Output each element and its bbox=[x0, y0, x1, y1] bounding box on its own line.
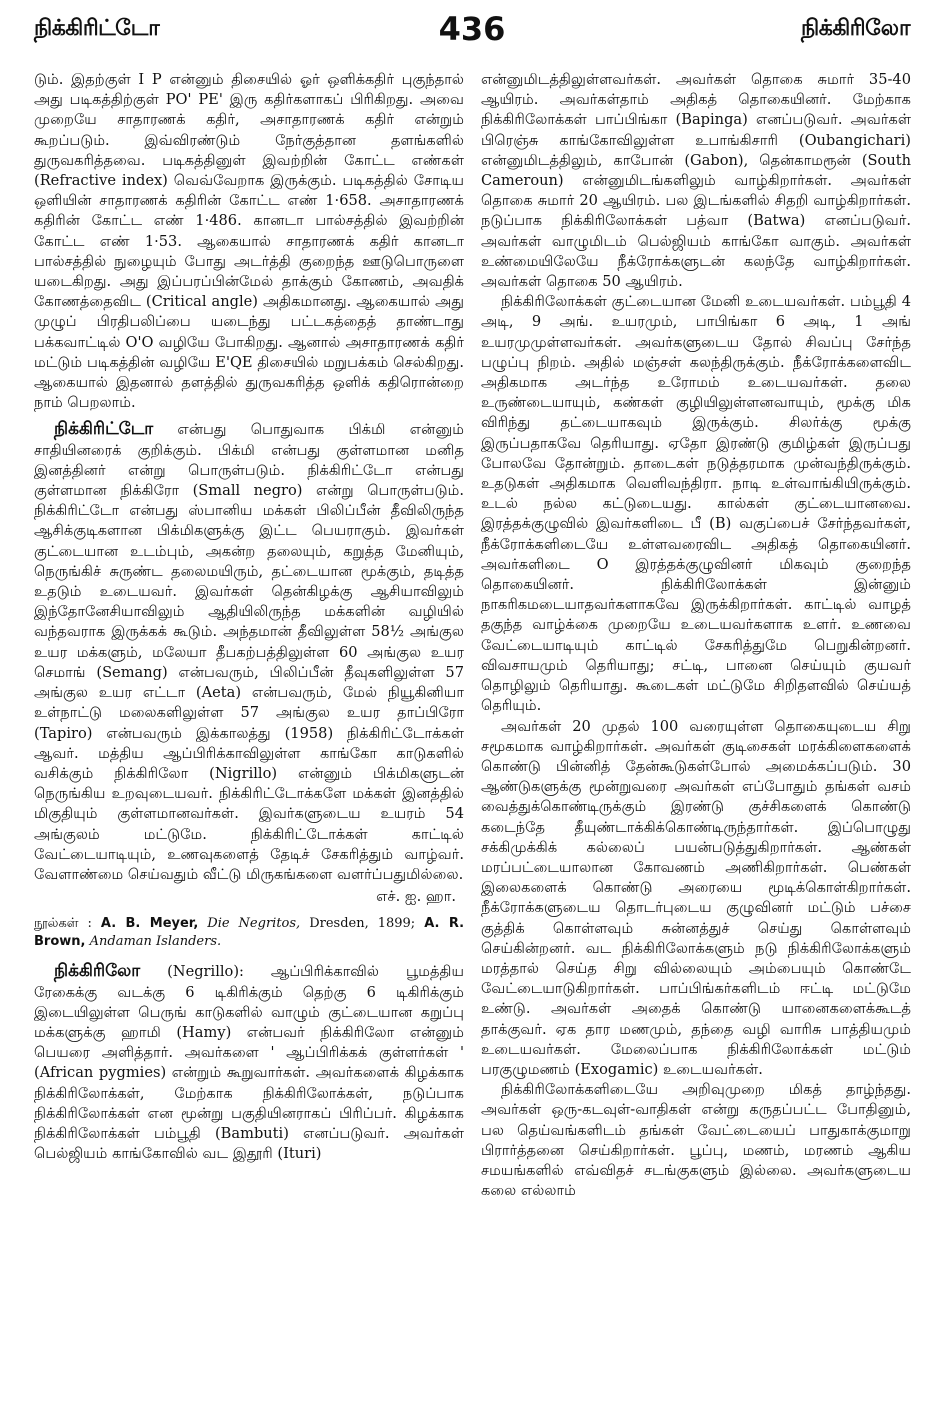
references-label: நூல்கள் : bbox=[34, 916, 92, 932]
negrillo-paragraph-2: நிக்கிரிலோக்கள் குட்டையான மேனி உடையவர்கள். பம்பூதி 4 அடி, 9 அங். உயரமும், பாபிங்கா 6 அடி, 1 அங் உயரமுமுள்ளவர்கள். அவர்களுடைய தோல் சிவப்பு சேர்ந்த பழுப்பு நிறம். அதில் மஞ்சள் கலந்திருக்கும். நீக்ரோக்களைவிட அதிகமாக அடர்ந்த உரோமம் உடையவர்கள். தலை உருண்டையாயும், கண்கள் குழியிலுள்ளனவாயும், மூக்கு மிக விரிந்து தட்டையாகவும் இருக்கும். சிலர்க்கு மூக்கு இருப்பதாகவே தெரியாது. ஏதோ இரண்டு குமிழ்கள் இருப்பது போலவே தோன்றும். தாடைகள் நடுத்தரமாக முன்வந்திருக்கும். உதடுகள் அதிகமாக வெளிவந்திரா. நாடி உள்வாங்கியிருக்கும். உடல் நல்ல கட்டுடையது. கால்கள் குட்டையானவை. இரத்தக்குழுவில் இவர்களிடை பீ (B) வகுப்பைச் சேர்ந்தவர்கள், நீக்ரோக்களிடையே உள்ளவரைவிட அதிகத் தொகையினர். அவர்களிடை O இரத்தக்குழுவினர் மிகவும் குறைந்த தொகையினர். நிக்கிரிலோக்கள் இன்னும் நாகரிகமடையாதவர்களாகவே இருக்கிறார்கள். காட்டில் வாழத் தகுந்த வாழ்க்கை முறையே உடையவர்களாக உளர். உணவை வேட்டையாடியும் காட்டில் சேகரித்துமே பெறுகின்றனர். விவசாயமும் தெரியாது; சட்டி, பானை செய்யும் குயவர் தொழிலும் தெரியாது. கூடைகள் மட்டுமே சிறிதளவில் செய்யத் தெரியும். bbox=[481, 293, 911, 715]
ref2-title: Andaman Islanders. bbox=[89, 934, 222, 950]
ref1-rest: Dresden, 1899; bbox=[300, 916, 416, 932]
ref1-author: A. B. Meyer, bbox=[100, 916, 199, 932]
entry-author-initials: எச். ஐ. ஹா. bbox=[376, 888, 456, 906]
ref2-author: A. R. Brown, bbox=[34, 916, 464, 950]
running-head-right: நிக்கிரிலோ bbox=[800, 16, 910, 41]
entry-negrillo bbox=[34, 961, 464, 1164]
entry-heading-negrillo: நிக்கிரிலோ bbox=[54, 961, 141, 982]
crystal-paragraph: டும். இதற்குள் I P என்னும் திசையில் ஓர் ஒளிக்கதிர் புகுந்தால் அது படிகத்திற்குள் PO' PE' இரு கதிர்களாகப் பிரிகிறது. அவை முறையே சாதாரணக் கதிர், அசாதாரணக் கதிர் என்றும் கூறப்படும். இவ்விரண்டும் நேர்குத்தான தளங்களில் துருவகரித்தவை. படிகத்தினுள் இவற்றின் கோட்ட எண்கள் (Refractive index) வெவ்வேறாக இருக்கும். படிகத்தில் சோடிய ஒளியின் சாதாரணக் கதிரின் கோட்ட எண் 1·658. அசாதாரணக் கதிரின் கோட்ட எண் 1·486. கானடா பால்சத்தில் இவற்றின் கோட்ட எண் 1·53. ஆகையால் சாதாரணக் கதிர் கானடா பால்சத்தில் நுழையும் போது அடர்த்தி குறைந்த ஊடுபொருளை யடைகிறது. அது இப்பரப்பின்மேல் தாக்கும் கோணம், அவதிக் கோணத்தைவிட (Critical angle) அதிகமானது. ஆகையால் அது முழுப் பிரதிபலிப்பை யடைந்து பட்டகத்தைத் தாண்டாது பக்கவாட்டில் O'O வழியே போகிறது. ஆனால் அசாதாரணக் கதிர் மட்டும் படிகத்தின் வழியே E'QE திசையில் மறுபக்கம் செல்கிறது. ஆகையால் இதனால் தளத்தில் துருவகரித்த ஒளிக் கதிரொன்றை நாம் பெறலாம். bbox=[34, 71, 464, 412]
running-head-left: நிக்கிரிட்டோ bbox=[34, 16, 160, 41]
negrillo-paragraph-4: நிக்கிரிலோக்களிடையே அறிவுமுறை மிகத் தாழ்ந்தது. அவர்கள் ஒரு-கடவுள்-வாதிகள் என்று கருதப்பட்ட போதினும், பல தெய்வங்களிடம் தங்கள் வேட்டையைப் பாதுகாக்குமாறு பிரார்த்தனை செய்கிறார்கள். பூப்பு, மணம், மரணம் ஆகிய சமயங்களில் எவ்விதச் சடங்குகளும் இல்லை. அவர்களுடைய கலை எல்லாம் bbox=[481, 1081, 911, 1200]
entry-heading-negrito: நிக்கிரிட்டோ bbox=[54, 419, 154, 440]
entry-negrito bbox=[34, 419, 464, 885]
right-column bbox=[481, 70, 911, 1415]
left-column bbox=[34, 70, 464, 1415]
entry-body-negrito: என்பது பொதுவாக பிக்மி என்னும் சாதியினரைக் குறிக்கும். பிக்மி என்பது குள்ளமான மனித இனத்தினர் என்று பொருள்படும். நிக்கிரிட்டோ என்பது குள்ளமான நிக்கிரோ (Small negro) என்று பொருள்படும். நிக்கிரிட்டோ என்பது ஸ்பானிய மக்கள் பிலிப்பீன் தீவிலிருந்த ஆசிக்குடிகளான பிக்மிகளுக்கு இட்ட பெயராகும். இவர்கள் குட்டையான உடம்பும், அகன்ற தலையும், கறுத்த மேனியும், நெருங்கிச் சுருண்ட தலைமயிரும், தட்டையான மூக்கும், தடித்த உதடும் உடையவர். இவர்கள் தென்கிழக்கு ஆசியாவிலும் இந்தோனேசியாவிலும் ஆதியிலிருந்த மக்களின் வழியில் வந்தவராக இருக்கக் கூடும். அந்தமான் தீவிலுள்ள 58½ அங்குல உயர மக்களும், மலேயா தீபகற்பத்திலுள்ள 60 அங்குல உயர செமாங் (Semang) என்பவரும், பிலிப்பீன் தீவுகளிலுள்ள 57 அங்குல உயர எட்டா (Aeta) என்பவரும், மேல் நியூகினியா உள்நாட்டு மலைகளிலுள்ள 57 அங்குல உயர தாப்பிரோ (Tapiro) என்பவரும் இக்காலத்து (1958) நிக்கிரிட்டோக்கள் ஆவர். மத்திய ஆப்பிரிக்காவிலுள்ள காங்கோ காடுகளில் வசிக்கும் நிக்கிரிலோ (Nigrillo) என்னும் பிக்மிகளுடன் நெருங்கிய உறவுடையவர். நிக்கிரிட்டோக்களே மக்கள் இனத்தில் மிகுதியும் குள்ளமானவர்கள். இவர்களுடைய உயரம் 54 அங்குலம் மட்டுமே. நிக்கிரிட்டோக்கள் காட்டில் வேட்டையாடியும், உணவுகளைத் தேடிச் சேகரித்தும் வாழ்வர். வேளாண்மை செய்வதும் வீட்டு மிருகங்களை வளர்ப்பதுமில்லை. bbox=[34, 421, 464, 883]
negrillo-paragraph-1: என்னுமிடத்திலுள்ளவர்கள். அவர்கள் தொகை சுமார் 35-40 ஆயிரம். அவர்கள்தாம் அதிகத் தொகையினர். மேற்காக நிக்கிரிலோக்கள் பாப்பிங்கா (Bapinga) எனப்படுவர். அவர்கள் பிரெஞ்சு காங்கோவிலுள்ள உபாங்கிசாரி (Oubangichari) என்னுமிடத்திலும், காபோன் (Gabon), தென்காமரூன் (South Cameroun) என்னுமிடங்களிலும் வாழ்கிறார்கள். அவர்கள் தொகை சுமார் 20 ஆயிரம். பல இடங்களில் சிதறி வாழ்கிறார்கள். நடுப்பாக நிக்கிரிலோக்கள் பத்வா (Batwa) எனப்படுவர். அவர்கள் வாழுமிடம் பெல்ஜியம் காங்கோ வாகும். அவர்கள் உண்மையிலேயே நீக்ரோக்களுடன் கலந்தே வாழ்கிறார்கள். அவர்கள் தொகை 50 ஆயிரம். bbox=[481, 71, 911, 291]
references bbox=[34, 915, 464, 951]
page-number: 436 bbox=[438, 10, 506, 48]
page-header bbox=[34, 10, 910, 62]
negrillo-paragraph-3: அவர்கள் 20 முதல் 100 வரையுள்ள தொகையுடைய சிறு சமூகமாக வாழ்கிறார்கள். அவர்கள் குடிசைகள் மரக்கிளைகளைக் கொண்டு பின்னித் தேன்கூடுகள்போல் அமைக்கப்படும். 30 ஆண்டுகளுக்கு மூன்றுவரை அவர்கள் எப்போதும் தங்கள் வசம் வைத்துக்கொண்டிருக்கும் இரண்டு குச்சிகளைக் கொண்டு கடைந்தே தீயுண்டாக்கிக்கொண்டிருந்தார்கள். இப்பொழுது சக்கிமுக்கிக் கல்லைப் பயன்படுத்துகிறார்கள். ஆண்கள் மரப்பட்டையாலான கோவணம் அணிகிறார்கள். பெண்கள் இலைகளைக் கொண்டு அரையை மூடிக்கொள்கிறார்கள். நீக்ரோக்களுடைய தொடர்புடைய குழுவினர் மட்டும் பச்சை குத்திக் கொள்ளவும் சுன்னத்துச் செய்து கொள்ளவும் செய்கின்றனர். வட நிக்கிரிலோக்களும் நடு நிக்கிரிலோக்களும் மரத்தால் செய்த சிறு வில்லையும் அம்பையும் கொண்டே வேட்டையாடுகிறார்கள். பாப்பிங்கர்களிடம் ஈட்டி மட்டுமே உண்டு. அவர்கள் அதைக் கொண்டு யானைகளைக்கூடத் தாக்குவர். ஏக தார மணமும், தந்தை வழி வாரிசு பாத்தியமும் உடையவர்கள். மேலைப்பாக நிக்கிரிலோக்கள் மட்டும் பரகுழுமணம் (Exogamic) உடையவர்கள். bbox=[481, 717, 911, 1078]
entry-body-negrillo: (Negrillo): ஆப்பிரிக்காவில் பூமத்திய ரேகைக்கு வடக்கு 6 டிகிரிக்கும் தெற்கு 6 டிகிரிக்கும் இடையிலுள்ள பெருங் காடுகளில் வாழும் குட்டையான கறுப்பு மக்களுக்கு ஹாமி (Hamy) என்பவர் நிக்கிரிலோ என்னும் பெயரை அளித்தார். அவர்களை ' ஆப்பிரிக்கக் குள்ளர்கள் ' (African pygmies) என்றும் கூறுவார்கள். அவர்களைக் கிழக்காக நிக்கிரிலோக்கள், மேற்காக நிக்கிரிலோக்கள், நடுப்பாக நிக்கிரிலோக்கள் என மூன்று பகுதியினராகப் பிரிப்பர். கிழக்காக நிக்கிரிலோக்கள் பம்பூதி (Bambuti) எனப்படுவர். அவர்கள் பெல்ஜியம் காங்கோவில் வட இதூரி (Ituri) bbox=[34, 963, 464, 1163]
ref1-title: Die Negritos, bbox=[207, 916, 301, 932]
